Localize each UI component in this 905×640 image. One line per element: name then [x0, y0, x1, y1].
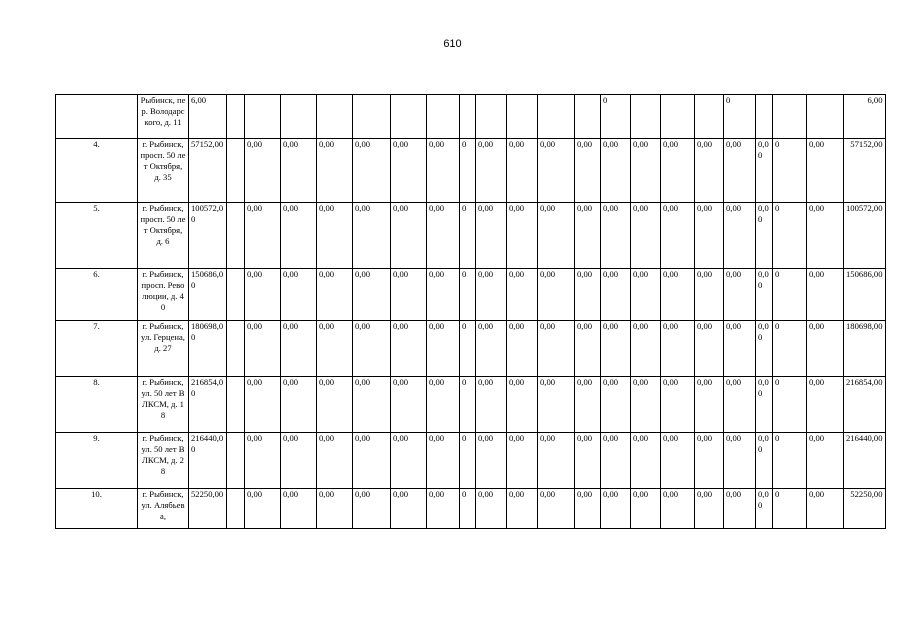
- final-total-cell: 100572,00: [844, 203, 886, 269]
- value-cell: 0: [773, 139, 807, 203]
- value-cell: 0: [460, 433, 476, 489]
- value-cell: 0,00: [538, 489, 575, 529]
- value-cell: [460, 95, 476, 139]
- value-cell: 0,00: [724, 489, 756, 529]
- value-cell: 0: [460, 203, 476, 269]
- address-cell: г. Рыбинск, просп. Революции, д. 40: [138, 269, 189, 321]
- data-table: [55, 94, 886, 529]
- value-cell: 0,00: [538, 269, 575, 321]
- value-cell: 0,00: [538, 139, 575, 203]
- table-row: [56, 203, 886, 269]
- table-row: [56, 321, 886, 377]
- value-cell: 0,00: [538, 377, 575, 433]
- value-cell: 0,00: [695, 489, 724, 529]
- table-row: [56, 269, 886, 321]
- page-number: 610: [443, 38, 462, 50]
- value-cell: 0,00: [661, 139, 695, 203]
- value-cell: 0: [773, 203, 807, 269]
- value-cell: 0,00: [631, 321, 661, 377]
- value-cell: 0,00: [281, 489, 317, 529]
- row-number-cell: 9.: [56, 433, 138, 489]
- value-cell: 0: [460, 321, 476, 377]
- table-row: [56, 95, 886, 139]
- value-cell: 0,00: [661, 203, 695, 269]
- value-cell: 0,00: [317, 139, 353, 203]
- value-cell: 0,00: [476, 269, 507, 321]
- value-cell: 0,00: [507, 377, 538, 433]
- value-cell: [227, 95, 245, 139]
- row-number-cell: 5.: [56, 203, 138, 269]
- value-cell: 0,00: [317, 433, 353, 489]
- value-cell: 0,00: [476, 321, 507, 377]
- value-cell: [391, 95, 427, 139]
- value-cell: 0,00: [245, 489, 281, 529]
- value-cell: 0: [773, 377, 807, 433]
- value-cell: 0,00: [391, 269, 427, 321]
- value-cell: [227, 269, 245, 321]
- value-cell: 0,00: [391, 321, 427, 377]
- value-cell: 0,00: [631, 377, 661, 433]
- address-cell: г. Рыбинск, просп. 50 лет Октября, д. 6: [138, 203, 189, 269]
- table-row: [56, 489, 886, 529]
- value-cell: 0,00: [427, 489, 460, 529]
- value-cell: 0,00: [575, 433, 601, 489]
- address-cell: Рыбинск, пер. Володарского, д. 11: [138, 95, 189, 139]
- value-cell: 0,00: [538, 433, 575, 489]
- value-cell: 0,00: [245, 321, 281, 377]
- value-cell: 0,00: [353, 321, 391, 377]
- value-cell: [227, 489, 245, 529]
- row-number-cell: 4.: [56, 139, 138, 203]
- value-cell: 0,00: [538, 321, 575, 377]
- value-cell: 0,00: [807, 321, 844, 377]
- value-cell: 0,00: [575, 269, 601, 321]
- final-total-cell: 52250,00: [844, 489, 886, 529]
- value-cell: 0,00: [756, 377, 773, 433]
- value-cell: 0: [773, 269, 807, 321]
- value-cell: 0,00: [724, 321, 756, 377]
- value-cell: 0,00: [427, 433, 460, 489]
- value-cell: [756, 95, 773, 139]
- value-cell: 0,00: [601, 269, 631, 321]
- value-cell: 0,00: [631, 139, 661, 203]
- value-cell: 0,00: [756, 139, 773, 203]
- value-cell: 0,00: [724, 269, 756, 321]
- value-cell: 0,00: [245, 139, 281, 203]
- value-cell: 0,00: [724, 139, 756, 203]
- value-cell: 0: [460, 489, 476, 529]
- value-cell: 0,00: [476, 203, 507, 269]
- value-cell: 0,00: [695, 269, 724, 321]
- value-cell: 0,00: [807, 139, 844, 203]
- final-total-cell: 216440,00: [844, 433, 886, 489]
- value-cell: 0,00: [353, 489, 391, 529]
- row-number-cell: [56, 95, 138, 139]
- value-cell: 0,00: [317, 203, 353, 269]
- value-cell: 0,00: [281, 203, 317, 269]
- value-cell: 0,00: [756, 269, 773, 321]
- value-cell: 0,00: [391, 377, 427, 433]
- value-cell: 0,00: [353, 269, 391, 321]
- total-cell: 52250,00: [189, 489, 227, 529]
- total-cell: 6,00: [189, 95, 227, 139]
- value-cell: 0,00: [661, 321, 695, 377]
- final-total-cell: 216854,00: [844, 377, 886, 433]
- final-total-cell: 6,00: [844, 95, 886, 139]
- value-cell: [227, 433, 245, 489]
- value-cell: [773, 95, 807, 139]
- value-cell: 0,00: [695, 377, 724, 433]
- address-cell: г. Рыбинск, просп. 50 лет Октября, д. 35: [138, 139, 189, 203]
- value-cell: 0,00: [427, 321, 460, 377]
- value-cell: 0,00: [756, 321, 773, 377]
- value-cell: 0,00: [631, 269, 661, 321]
- value-cell: 0: [460, 139, 476, 203]
- value-cell: 0,00: [427, 377, 460, 433]
- value-cell: 0,00: [575, 321, 601, 377]
- value-cell: [227, 321, 245, 377]
- total-cell: 180698,00: [189, 321, 227, 377]
- value-cell: 0,00: [391, 139, 427, 203]
- address-cell: г. Рыбинск, ул. Герцена, д. 27: [138, 321, 189, 377]
- value-cell: 0,00: [391, 203, 427, 269]
- value-cell: 0,00: [661, 489, 695, 529]
- row-number-cell: 10.: [56, 489, 138, 529]
- value-cell: 0: [773, 489, 807, 529]
- value-cell: 0,00: [631, 203, 661, 269]
- value-cell: 0,00: [427, 203, 460, 269]
- value-cell: 0,00: [601, 377, 631, 433]
- final-total-cell: 150686,00: [844, 269, 886, 321]
- value-cell: 0,00: [507, 489, 538, 529]
- value-cell: 0,00: [507, 269, 538, 321]
- table-body: [56, 95, 886, 529]
- value-cell: 0,00: [695, 433, 724, 489]
- value-cell: [353, 95, 391, 139]
- value-cell: 0,00: [476, 433, 507, 489]
- total-cell: 216854,00: [189, 377, 227, 433]
- value-cell: 0,00: [476, 489, 507, 529]
- value-cell: 0,00: [575, 489, 601, 529]
- value-cell: 0,00: [281, 269, 317, 321]
- value-cell: 0,00: [631, 489, 661, 529]
- value-cell: 0,00: [281, 377, 317, 433]
- value-cell: [227, 139, 245, 203]
- address-cell: г. Рыбинск, ул. 50 лет ВЛКСМ, д. 28: [138, 433, 189, 489]
- value-cell: [245, 95, 281, 139]
- value-cell: 0,00: [507, 433, 538, 489]
- value-cell: 0,00: [507, 139, 538, 203]
- value-cell: 0,00: [391, 489, 427, 529]
- row-number-cell: 6.: [56, 269, 138, 321]
- value-cell: [317, 95, 353, 139]
- value-cell: 0,00: [661, 433, 695, 489]
- value-cell: 0,00: [756, 203, 773, 269]
- value-cell: 0,00: [507, 203, 538, 269]
- value-cell: 0,00: [661, 377, 695, 433]
- table-row: [56, 139, 886, 203]
- value-cell: 0,00: [601, 433, 631, 489]
- address-cell: г. Рыбинск, ул. 50 лет ВЛКСМ, д. 18: [138, 377, 189, 433]
- total-cell: 216440,00: [189, 433, 227, 489]
- value-cell: 0,00: [695, 139, 724, 203]
- row-number-cell: 8.: [56, 377, 138, 433]
- value-cell: 0,00: [601, 203, 631, 269]
- value-cell: 0,00: [575, 377, 601, 433]
- value-cell: 0,00: [724, 433, 756, 489]
- value-cell: [631, 95, 661, 139]
- value-cell: 0,00: [724, 203, 756, 269]
- value-cell: 0: [460, 377, 476, 433]
- table-row: [56, 433, 886, 489]
- value-cell: [661, 95, 695, 139]
- value-cell: 0,00: [353, 377, 391, 433]
- value-cell: 0,00: [807, 433, 844, 489]
- total-cell: 150686,00: [189, 269, 227, 321]
- value-cell: [575, 95, 601, 139]
- value-cell: 0,00: [391, 433, 427, 489]
- value-cell: 0,00: [575, 139, 601, 203]
- value-cell: [538, 95, 575, 139]
- value-cell: 0,00: [807, 269, 844, 321]
- value-cell: 0,00: [245, 433, 281, 489]
- row-number-cell: 7.: [56, 321, 138, 377]
- value-cell: [476, 95, 507, 139]
- value-cell: 0,00: [281, 321, 317, 377]
- value-cell: [227, 377, 245, 433]
- value-cell: 0,00: [601, 321, 631, 377]
- value-cell: [427, 95, 460, 139]
- value-cell: 0,00: [427, 269, 460, 321]
- value-cell: 0,00: [807, 377, 844, 433]
- value-cell: 0: [601, 95, 631, 139]
- value-cell: 0,00: [317, 489, 353, 529]
- value-cell: 0,00: [601, 489, 631, 529]
- value-cell: 0: [773, 433, 807, 489]
- value-cell: 0,00: [245, 203, 281, 269]
- value-cell: 0,00: [575, 203, 601, 269]
- value-cell: 0,00: [631, 433, 661, 489]
- value-cell: 0,00: [756, 433, 773, 489]
- value-cell: 0,00: [807, 489, 844, 529]
- total-cell: 100572,00: [189, 203, 227, 269]
- final-total-cell: 180698,00: [844, 321, 886, 377]
- value-cell: 0,00: [427, 139, 460, 203]
- value-cell: 0,00: [695, 203, 724, 269]
- value-cell: 0,00: [317, 321, 353, 377]
- value-cell: 0,00: [353, 139, 391, 203]
- address-cell: г. Рыбинск, ул. Алябьева,: [138, 489, 189, 529]
- value-cell: [281, 95, 317, 139]
- value-cell: 0,00: [756, 489, 773, 529]
- value-cell: 0,00: [807, 203, 844, 269]
- value-cell: [227, 203, 245, 269]
- value-cell: 0,00: [281, 139, 317, 203]
- value-cell: 0,00: [695, 321, 724, 377]
- value-cell: 0: [773, 321, 807, 377]
- value-cell: [807, 95, 844, 139]
- value-cell: 0,00: [245, 377, 281, 433]
- value-cell: 0,00: [661, 269, 695, 321]
- final-total-cell: 57152,00: [844, 139, 886, 203]
- value-cell: 0,00: [538, 203, 575, 269]
- value-cell: 0,00: [476, 377, 507, 433]
- value-cell: 0,00: [281, 433, 317, 489]
- value-cell: 0,00: [507, 321, 538, 377]
- value-cell: 0,00: [245, 269, 281, 321]
- value-cell: 0: [724, 95, 756, 139]
- value-cell: 0,00: [317, 377, 353, 433]
- value-cell: [507, 95, 538, 139]
- value-cell: 0,00: [601, 139, 631, 203]
- value-cell: 0,00: [353, 203, 391, 269]
- value-cell: 0,00: [724, 377, 756, 433]
- value-cell: [695, 95, 724, 139]
- value-cell: 0,00: [317, 269, 353, 321]
- value-cell: 0,00: [476, 139, 507, 203]
- value-cell: 0,00: [353, 433, 391, 489]
- total-cell: 57152,00: [189, 139, 227, 203]
- table-row: [56, 377, 886, 433]
- value-cell: 0: [460, 269, 476, 321]
